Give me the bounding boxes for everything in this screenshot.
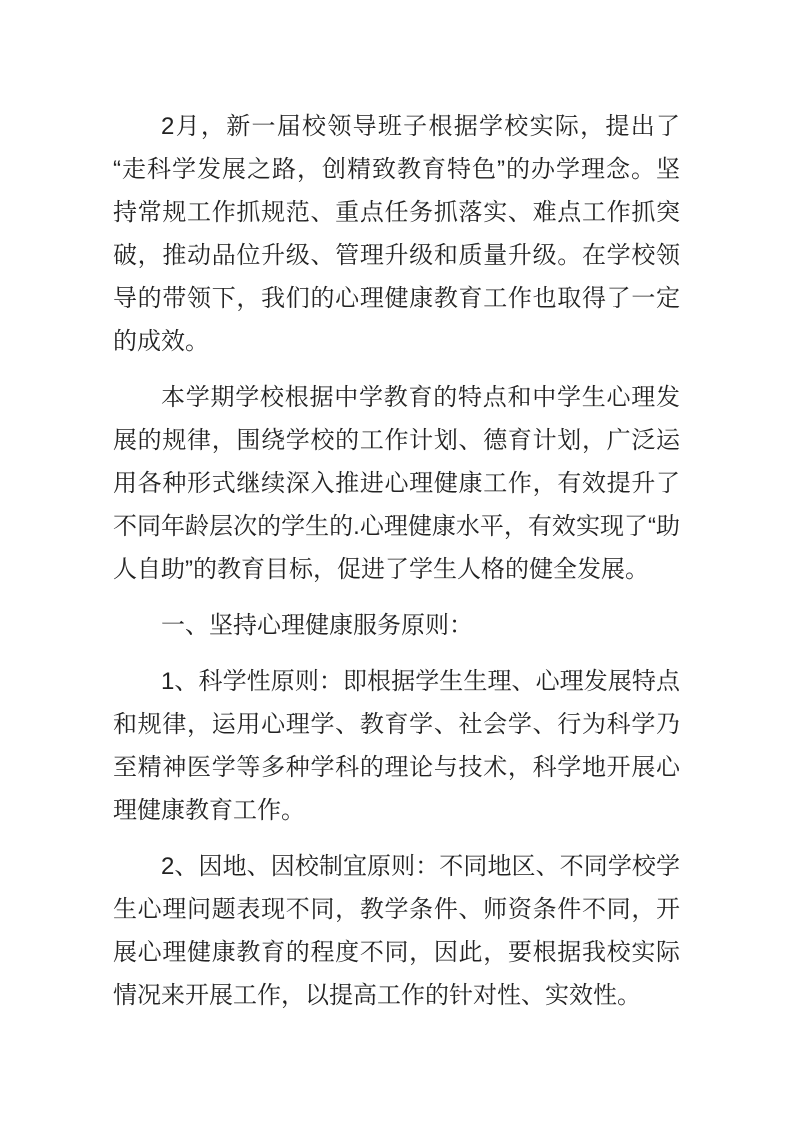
paragraph-intro: 2月，新一届校领导班子根据学校实际，提出了“走科学发展之路，创精致教育特色”的办学理念。坚持常规工作抓规范、重点任务抓落实、难点工作抓突破，推动品位升级、管理升级和质量升级。在学校领导的带领下，我们的心理健康教育工作也取得了一定的成效。 <box>113 113 680 355</box>
paragraph-principle-1: 1、科学性原则：即根据学生生理、心理发展特点和规律，运用心理学、教育学、社会学、行为科学乃至精神医学等多种学科的理论与技术，科学地开展心理健康教育工作。 <box>113 668 680 824</box>
paragraph-semester-overview: 本学期学校根据中学教育的特点和中学生心理发展的规律，围绕学校的工作计划、德育计划，广泛运用各种形式继续深入推进心理健康工作，有效提升了不同年龄层次的学生的.心理健康水平，有效实现了“助人自助”的教育目标，促进了学生人格的健全发展。 <box>113 384 680 583</box>
paragraph-principle-2: 2、因地、因校制宜原则：不同地区、不同学校学生心理问题表现不同，教学条件、师资条件不同，开展心理健康教育的程度不同，因此，要根据我校实际情况来开展工作，以提高工作的针对性、实效性。 <box>113 853 680 1009</box>
section-heading-principles: 一、坚持心理健康服务原则： <box>161 612 473 639</box>
